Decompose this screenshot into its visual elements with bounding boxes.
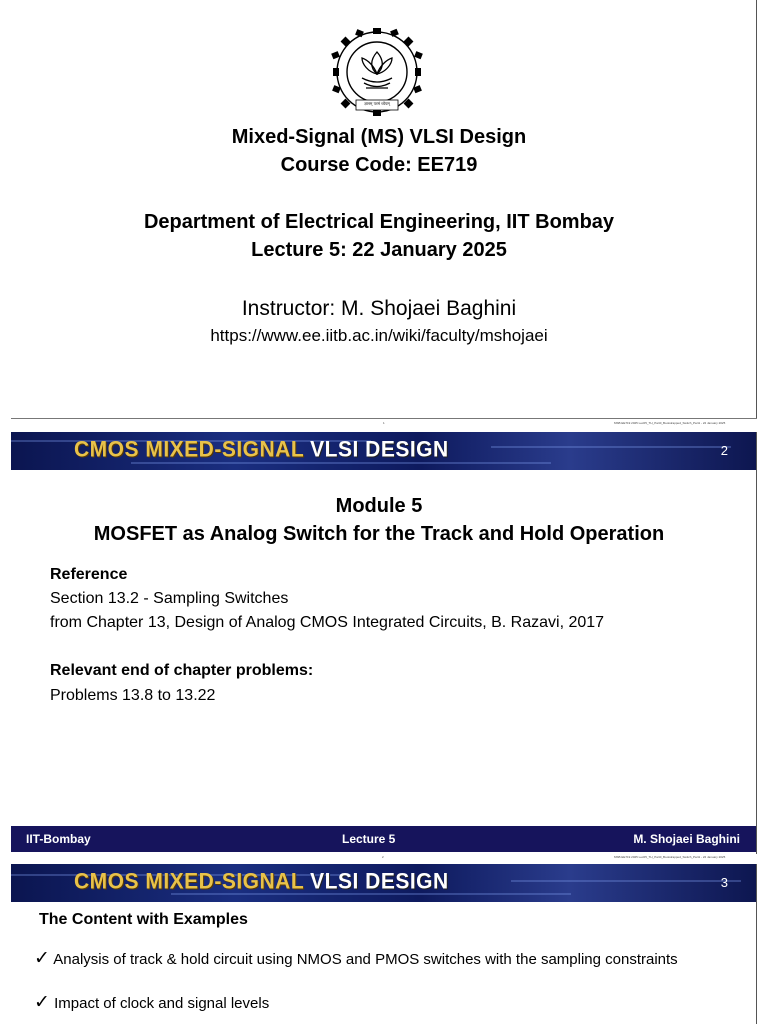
instructor-url[interactable]: https://www.ee.iitb.ac.in/wiki/faculty/mshojaei	[210, 326, 548, 345]
slide3-right-border	[756, 864, 757, 1024]
course-title: Mixed-Signal (MS) VLSI Design	[231, 126, 527, 148]
emblem-motto: ज्ञानम् परमं ध्येयम्	[364, 101, 390, 106]
banner-title-yellow: CMOS MIXED-SIGNAL	[74, 437, 304, 462]
banner-title-white: VLSI DESIGN	[310, 869, 449, 894]
footer-lecture: Lecture 5	[342, 832, 396, 846]
slide2-number: 2	[720, 443, 728, 458]
slide3-number: 3	[720, 875, 728, 890]
problems-text: Problems 13.8 to 13.22	[50, 687, 216, 704]
bullet-text: Analysis of track & hold circuit using NMOS and PMOS switches with the sampling constraints	[53, 951, 678, 968]
module-title: Module 5	[335, 495, 423, 517]
slide2-page-marker: 2	[382, 855, 384, 859]
banner-title-yellow: CMOS MIXED-SIGNAL	[74, 869, 304, 894]
footer-institute: IIT-Bombay	[26, 832, 91, 846]
slide3-banner	[11, 864, 756, 902]
slide2-footer-bar	[11, 826, 756, 852]
banner-title	[74, 869, 449, 894]
slide2-footer-note: MSB EE719 2025 Lec05_TH_Part0_Bootstrapped_Switch_Part1 - 22 January 2025	[614, 855, 726, 859]
instructor: Instructor: M. Shojaei Baghini	[241, 297, 517, 320]
problems-heading: Relevant end of chapter problems:	[50, 662, 314, 679]
slide2-banner	[11, 432, 756, 470]
content-bullet	[34, 947, 678, 970]
module-subtitle: MOSFET as Analog Switch for the Track and Hold Operation	[93, 523, 665, 545]
department: Department of Electrical Engineering, IIT Bombay	[143, 211, 615, 233]
content-bullet	[34, 991, 269, 1014]
footer-author: M. Shojaei Baghini	[633, 832, 740, 846]
slide1-footer-note: MSB EE719 2025 Lec05_TH_Part0_Bootstrapped_Switch_Part1 - 22 January 2025	[614, 421, 726, 425]
iit-bombay-emblem-logo	[326, 26, 428, 124]
slide1-page-marker: 1	[383, 421, 385, 425]
slide1-bottom-border	[11, 418, 757, 419]
banner-title	[74, 437, 449, 462]
reference-line-2: from Chapter 13, Design of Analog CMOS Integrated Circuits, B. Razavi, 2017	[50, 614, 605, 631]
check-icon: ✓	[34, 948, 50, 969]
lecture-date: Lecture 5: 22 January 2025	[251, 239, 507, 261]
course-code: Course Code: EE719	[280, 154, 478, 176]
reference-line-1: Section 13.2 - Sampling Switches	[50, 590, 289, 607]
reference-heading: Reference	[50, 566, 128, 583]
banner-title-white: VLSI DESIGN	[310, 437, 449, 462]
content-heading: The Content with Examples	[39, 911, 248, 928]
bullet-text: Impact of clock and signal levels	[54, 995, 270, 1012]
check-icon: ✓	[34, 992, 50, 1013]
